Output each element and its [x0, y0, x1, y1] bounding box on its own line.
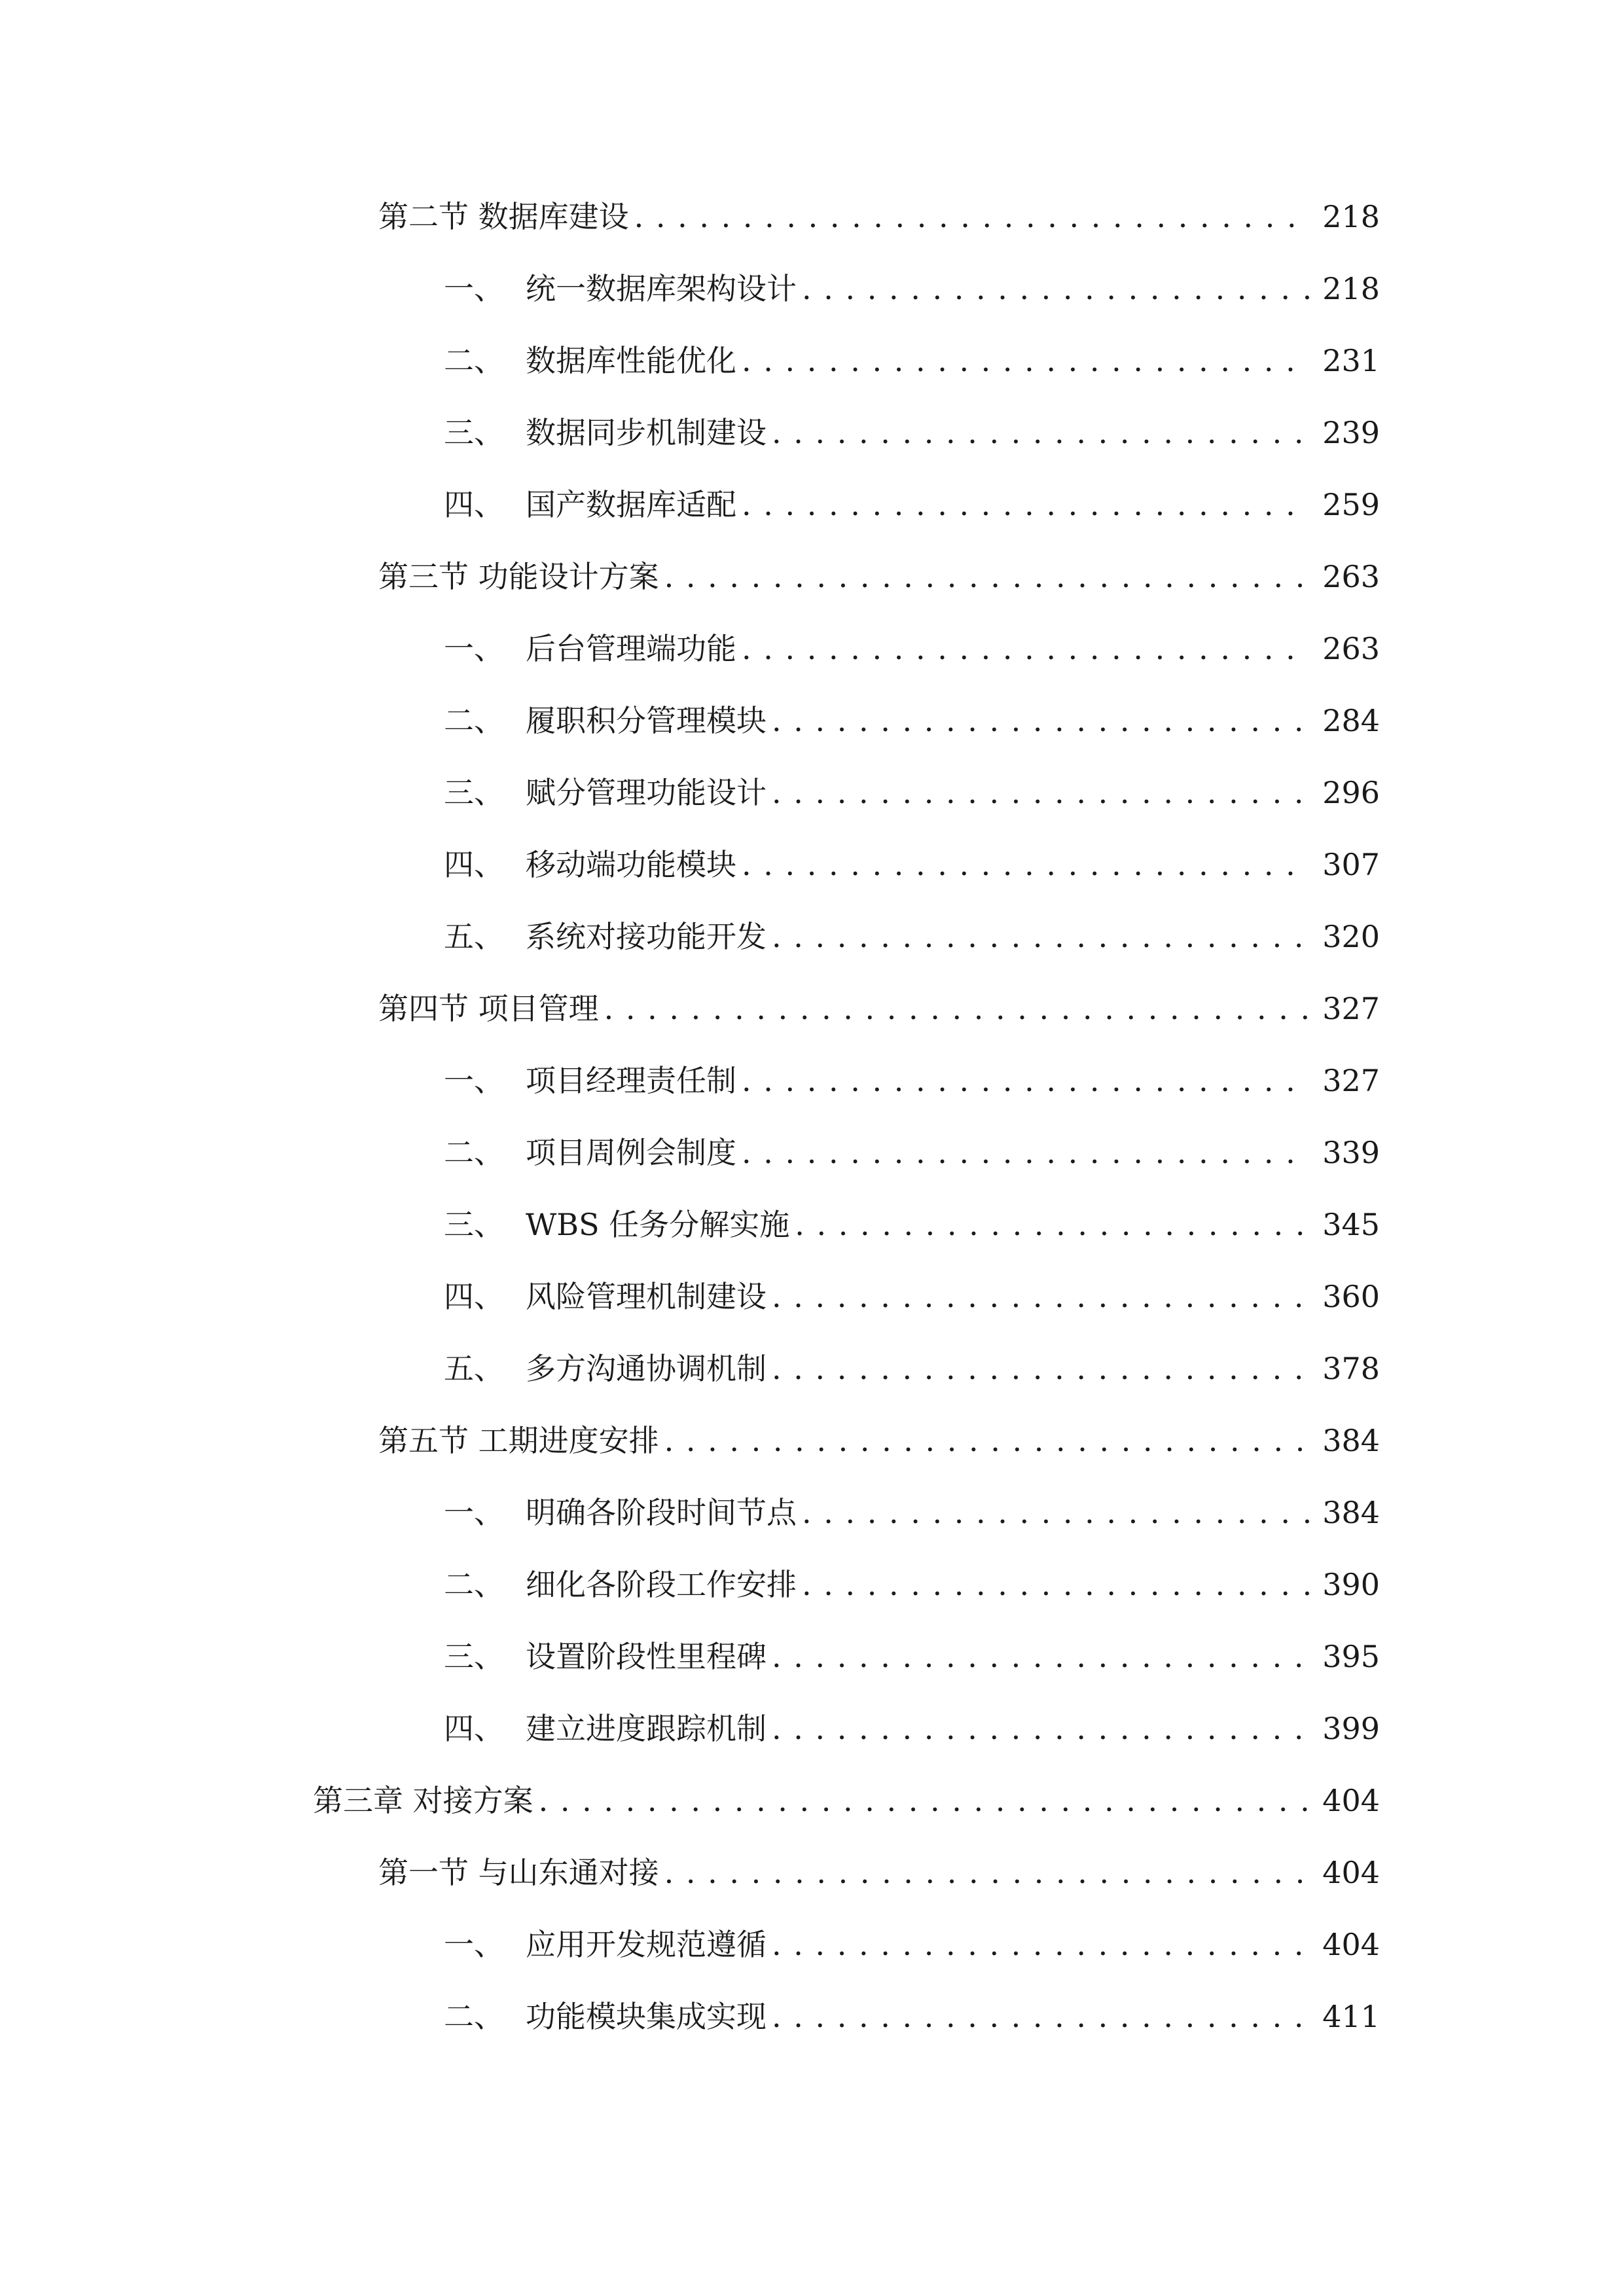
toc-entry-label: 第五节 工期进度安排 [378, 1423, 659, 1458]
toc-page-number: 399 [1322, 1711, 1380, 1746]
toc-entry[interactable] [444, 410, 1380, 456]
toc-entry[interactable] [444, 1202, 1380, 1247]
toc-page-number: 239 [1322, 415, 1380, 450]
dot-leader [772, 1274, 1309, 1319]
toc-page-number: 263 [1322, 559, 1380, 594]
toc-entry[interactable] [444, 842, 1380, 888]
toc-entry[interactable] [444, 914, 1380, 960]
toc-entry-label: 项目经理责任制 [526, 1063, 736, 1098]
toc-entry[interactable] [444, 1130, 1380, 1175]
toc-entry[interactable] [444, 1922, 1380, 1967]
toc-page-number: 345 [1322, 1207, 1380, 1242]
toc-entry-number: 一、 [444, 271, 504, 306]
toc-entry[interactable] [444, 1634, 1380, 1679]
toc-entry-label: 数据库性能优化 [526, 343, 736, 378]
toc-page-number: 263 [1322, 631, 1380, 666]
toc-page-number: 404 [1322, 1855, 1380, 1890]
toc-entry-number: 一、 [444, 1063, 504, 1098]
toc-page-number: 218 [1322, 199, 1380, 234]
toc-entry-label: 履职积分管理模块 [526, 703, 767, 738]
toc-entry-number: 二、 [444, 343, 504, 378]
toc-entry[interactable] [378, 554, 1380, 600]
dot-leader [772, 1994, 1309, 2039]
toc-page-number: 231 [1322, 343, 1380, 378]
toc-entry[interactable] [444, 1274, 1380, 1319]
toc-entry-label: 功能模块集成实现 [526, 1999, 767, 2034]
toc-entry-number: 四、 [444, 847, 504, 882]
dot-leader [802, 1490, 1309, 1535]
toc-page-number: 284 [1322, 703, 1380, 738]
toc-entry-number: 二、 [444, 1999, 504, 2034]
dot-leader [742, 842, 1309, 888]
toc-page-number: 395 [1322, 1639, 1380, 1674]
toc-entry-label: 统一数据库架构设计 [526, 271, 797, 306]
toc-page-number: 259 [1322, 487, 1380, 522]
toc-entry-number: 三、 [444, 415, 504, 450]
dot-leader [664, 1850, 1309, 1895]
toc-entry-number: 一、 [444, 631, 504, 666]
dot-leader [772, 410, 1309, 456]
dot-leader [772, 698, 1309, 744]
toc-entry[interactable] [444, 1994, 1380, 2039]
toc-entry-number: 五、 [444, 919, 504, 954]
toc-entry[interactable] [444, 482, 1380, 528]
toc-entry-label: 系统对接功能开发 [526, 919, 767, 954]
toc-entry-number: 二、 [444, 1567, 504, 1602]
toc-entry-label: 建立进度跟踪机制 [526, 1711, 767, 1746]
toc-page-number: 339 [1322, 1135, 1380, 1170]
dot-leader [802, 266, 1309, 312]
toc-entry[interactable] [378, 1418, 1380, 1463]
dot-leader [742, 1130, 1309, 1175]
dot-leader [795, 1202, 1309, 1247]
toc-entry-label: WBS 任务分解实施 [526, 1207, 790, 1242]
dot-leader [604, 986, 1309, 1031]
toc-page-number: 404 [1322, 1927, 1380, 1962]
toc-entry-number: 三、 [444, 1639, 504, 1674]
toc-entry[interactable] [444, 1058, 1380, 1103]
toc-entry[interactable] [444, 1346, 1380, 1391]
toc-page-number: 307 [1322, 847, 1380, 882]
toc-entry-label: 第四节 项目管理 [378, 991, 599, 1026]
toc-entry[interactable] [444, 338, 1380, 384]
toc-page-number: 411 [1322, 1999, 1380, 2034]
toc-entry[interactable] [444, 770, 1380, 816]
toc-entry-number: 四、 [444, 1279, 504, 1314]
dot-leader [742, 626, 1309, 672]
dot-leader [772, 1706, 1309, 1751]
toc-entry[interactable] [444, 1490, 1380, 1535]
toc-page-number: 390 [1322, 1567, 1380, 1602]
dot-leader [772, 770, 1309, 816]
toc-entry-label: 项目周例会制度 [526, 1135, 736, 1170]
toc-page-number: 218 [1322, 271, 1380, 306]
toc-entry[interactable] [444, 1562, 1380, 1607]
toc-entry-label: 多方沟通协调机制 [526, 1351, 767, 1386]
toc-page-number: 327 [1322, 1063, 1380, 1098]
toc-entry-label: 数据同步机制建设 [526, 415, 767, 450]
toc-entry-label: 后台管理端功能 [526, 631, 736, 666]
toc-entry[interactable] [444, 626, 1380, 672]
toc-entry-label: 第二节 数据库建设 [378, 199, 629, 234]
toc-page-number: 378 [1322, 1351, 1380, 1386]
toc-entry[interactable] [444, 698, 1380, 744]
toc-entry[interactable] [378, 1850, 1380, 1895]
toc-entry-label: 明确各阶段时间节点 [526, 1495, 797, 1530]
toc-entry-label: 第三章 对接方案 [313, 1783, 533, 1818]
toc-entry[interactable] [313, 1778, 1380, 1823]
dot-leader [742, 482, 1309, 528]
toc-page-number: 404 [1322, 1783, 1380, 1818]
dot-leader [634, 194, 1309, 240]
dot-leader [772, 1922, 1309, 1967]
toc-entry-label: 风险管理机制建设 [526, 1279, 767, 1314]
toc-page-number: 384 [1322, 1495, 1380, 1530]
toc-entry-label: 赋分管理功能设计 [526, 775, 767, 810]
toc-entry-number: 二、 [444, 1135, 504, 1170]
toc-entry-label: 应用开发规范遵循 [526, 1927, 767, 1962]
toc-page-number: 384 [1322, 1423, 1380, 1458]
toc-page-number: 360 [1322, 1279, 1380, 1314]
toc-entry-label: 国产数据库适配 [526, 487, 736, 522]
toc-page-number: 327 [1322, 991, 1380, 1026]
toc-entry-number: 二、 [444, 703, 504, 738]
toc-entry-label: 细化各阶段工作安排 [526, 1567, 797, 1602]
toc-entry-number: 三、 [444, 1207, 504, 1242]
toc-entry-number: 五、 [444, 1351, 504, 1386]
dot-leader [742, 338, 1309, 384]
toc-entry-number: 四、 [444, 1711, 504, 1746]
toc-entry-number: 一、 [444, 1495, 504, 1530]
toc-entry[interactable] [378, 194, 1380, 240]
dot-leader [772, 1634, 1309, 1679]
toc-entry-number: 三、 [444, 775, 504, 810]
toc-entry-label: 第一节 与山东通对接 [378, 1855, 659, 1890]
dot-leader [802, 1562, 1309, 1607]
dot-leader [772, 914, 1309, 960]
dot-leader [772, 1346, 1309, 1391]
dot-leader [539, 1778, 1309, 1823]
dot-leader [664, 554, 1309, 600]
toc-entry-number: 四、 [444, 487, 504, 522]
toc-entry[interactable] [378, 986, 1380, 1031]
toc-entry-label: 移动端功能模块 [526, 847, 736, 882]
toc-entry[interactable] [444, 266, 1380, 312]
dot-leader [742, 1058, 1309, 1103]
toc-entry-label: 第三节 功能设计方案 [378, 559, 659, 594]
dot-leader [664, 1418, 1309, 1463]
toc-page-number: 320 [1322, 919, 1380, 954]
toc-entry[interactable] [444, 1706, 1380, 1751]
toc-entry-label: 设置阶段性里程碑 [526, 1639, 767, 1674]
toc-entry-number: 一、 [444, 1927, 504, 1962]
toc-page-number: 296 [1322, 775, 1380, 810]
